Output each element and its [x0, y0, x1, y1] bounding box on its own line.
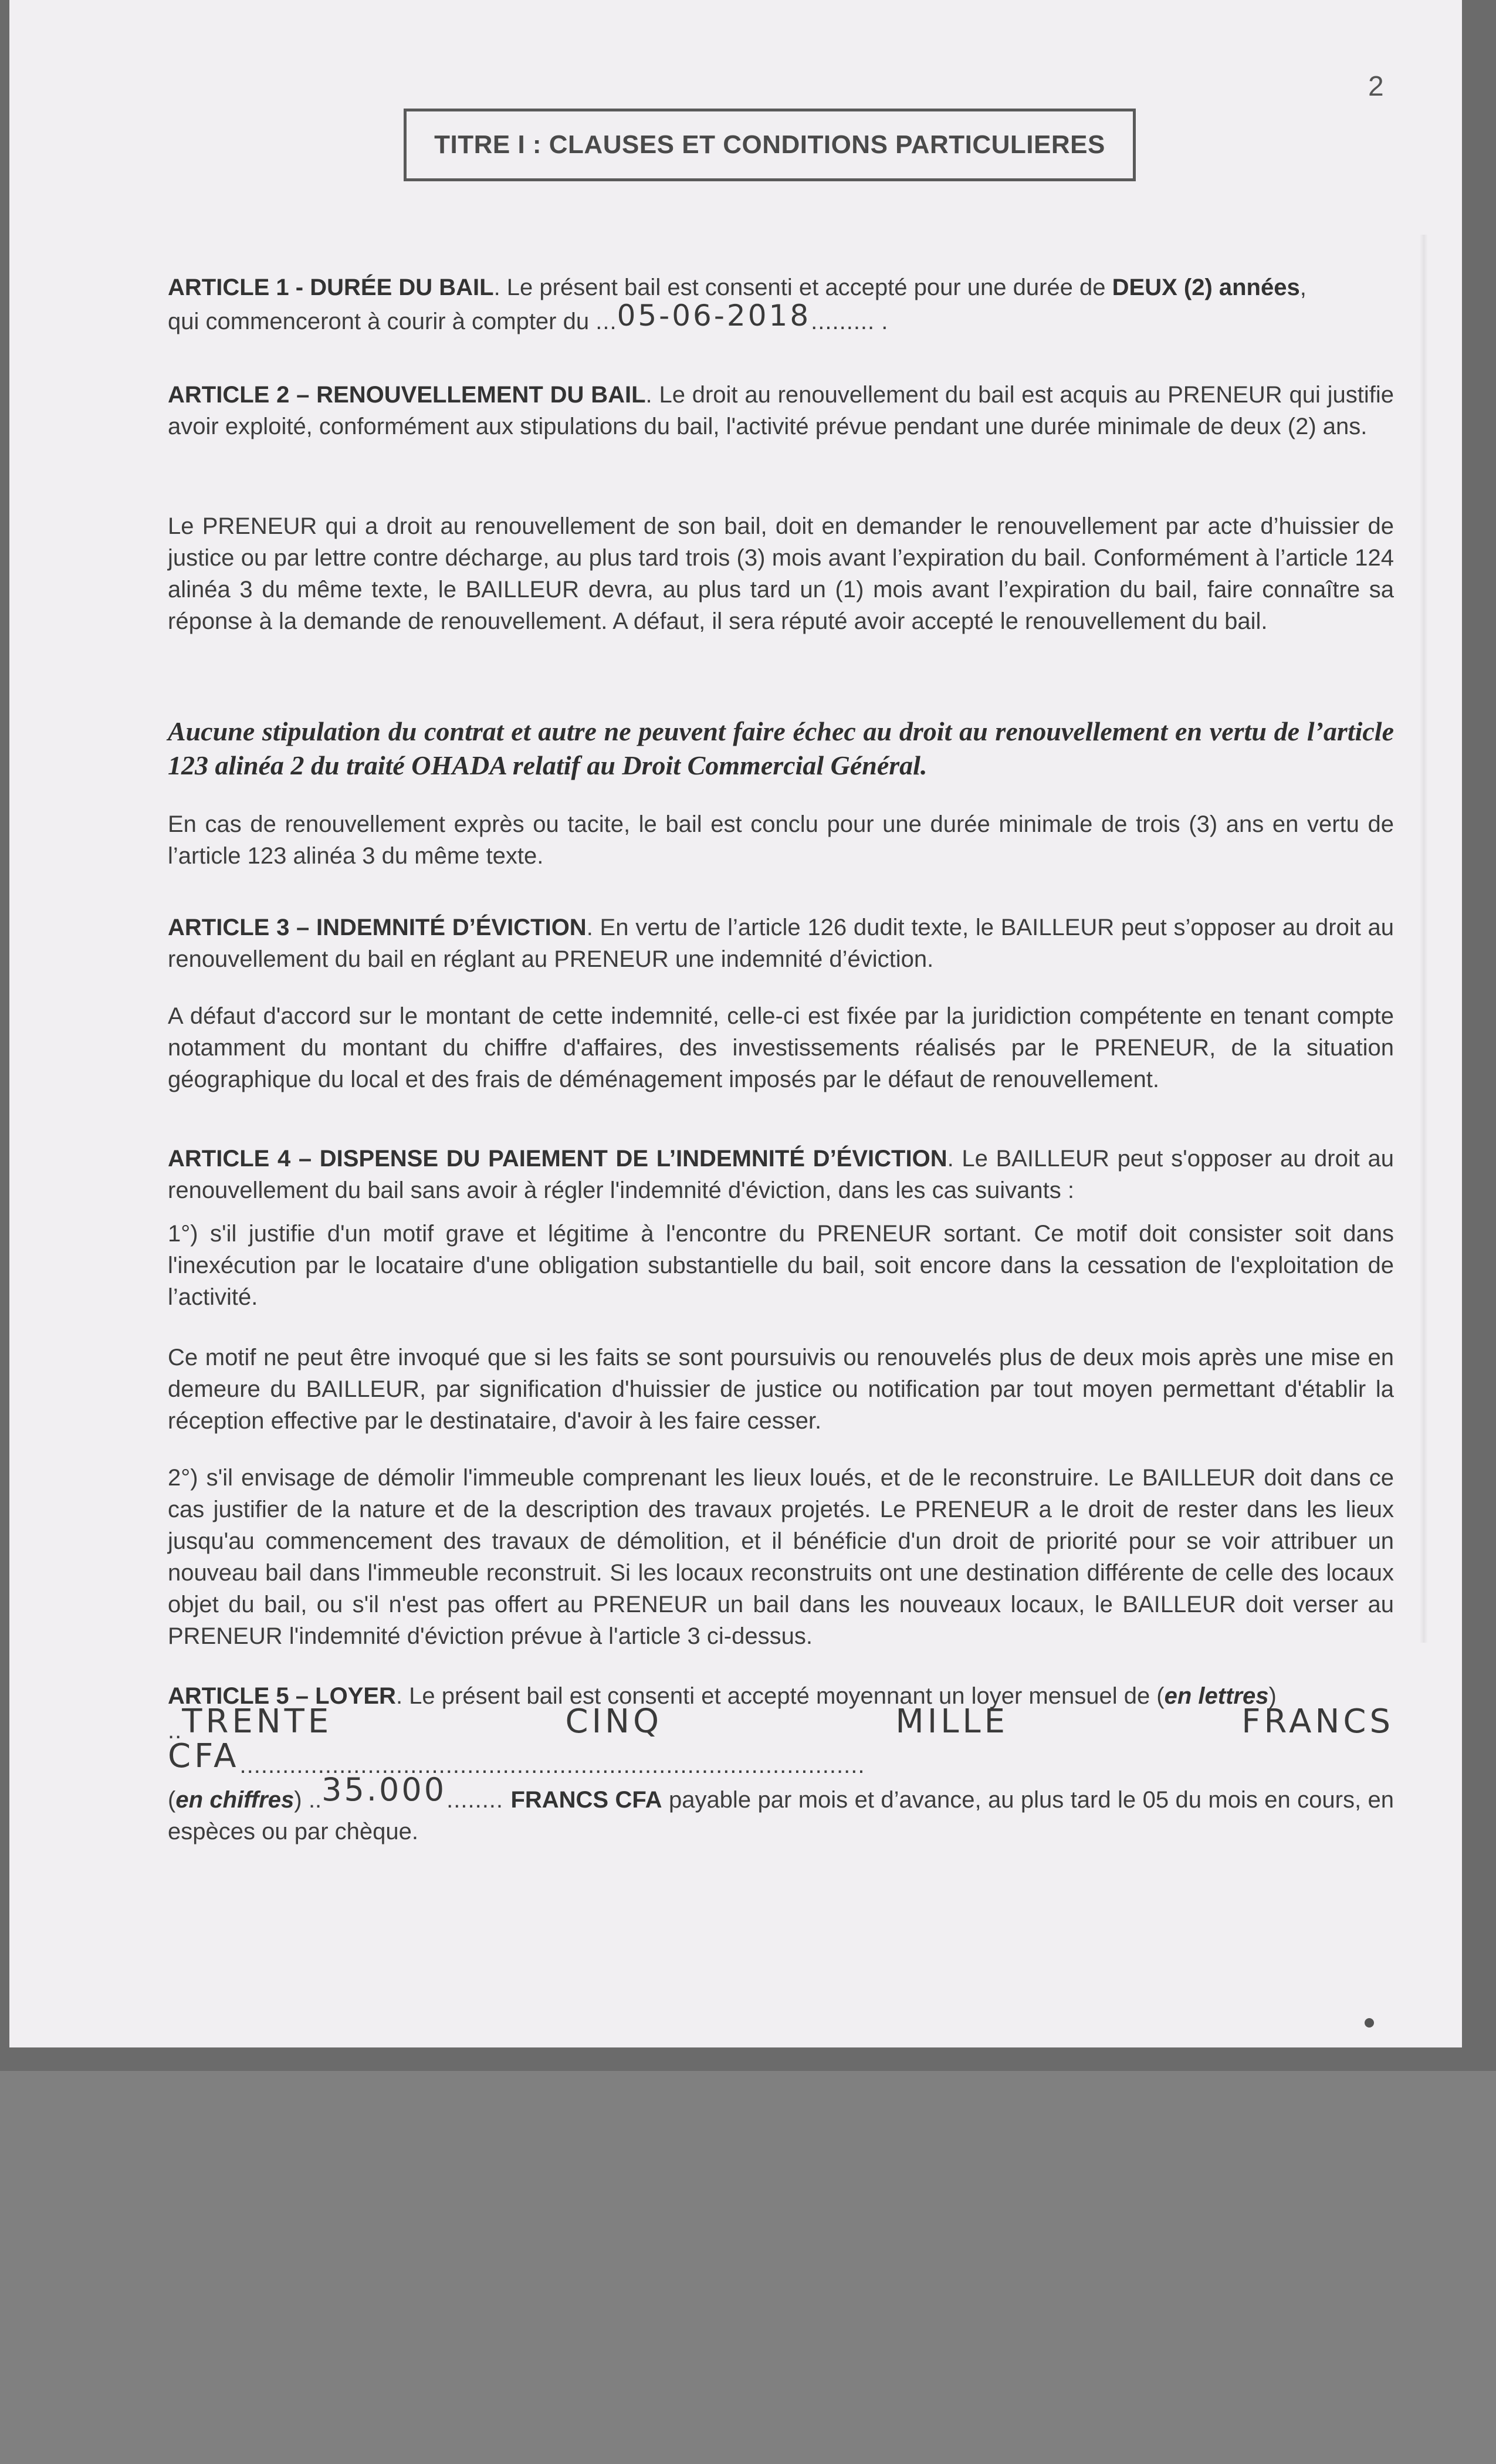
article-4-heading: ARTICLE 4 – DISPENSE DU PAIEMENT DE L’INDEMNITÉ D’ÉVICTION	[168, 1146, 947, 1172]
punctuation: )	[1268, 1683, 1277, 1709]
section-title-box	[404, 109, 1136, 181]
article-1-start-text: qui commenceront à courir à compter du	[168, 309, 596, 334]
article-2-paragraph-4: En cas de renouvellement exprès ou tacite, le bail est conclu pour une durée minimale de trois (3) ans en vertu de l’article 123 alinéa 3 du même texte.	[168, 811, 1394, 869]
article-1-heading: ARTICLE 1 - DURÉE DU BAIL	[168, 275, 494, 300]
dotted-fill: ........................................................................................	[239, 1752, 865, 1778]
rent-amount-figures-handwritten: 35.000	[321, 1771, 447, 1808]
article-4-case-1-note: Ce motif ne peut être invoqué que si les faits se sont poursuivis ou renouvelés plus de deux mois après une mise en demeure du BAILLEUR, par signification d'huissier de justice ou notification par tout moyen permettant d'établir la réception effective par le destinataire, d'avoir à les faire cesser.	[168, 1345, 1394, 1434]
article-3-paragraph-2: A défaut d'accord sur le montant de cette indemnité, celle-ci est fixée par la juridiction compétente en tenant compte notamment du montant du chiffre d'affaires, des investissements réalisés par le PRENEUR, de la situation géographique du local et des frais de déménagement imposés par le défaut de renouvellement.	[168, 1003, 1394, 1092]
article-4-intro: . Le BAILLEUR peut s'opposer au droit au renouvellement du bail sans avoir à régler l'indemnité d'éviction, dans les cas suivants :	[168, 1146, 1394, 1203]
article-5-heading: ARTICLE 5 – LOYER	[168, 1683, 396, 1709]
scan-speck	[1365, 2018, 1374, 2028]
article-5	[168, 1680, 1394, 1847]
dotted-fill: ..	[168, 1718, 182, 1744]
article-3-intro: . En vertu de l’article 126 dudit texte, le BAILLEUR peut s’opposer au droit au renouvellement du bail en réglant au PRENEUR une indemnité d’éviction.	[168, 915, 1394, 972]
dotted-fill: ) ..	[294, 1787, 322, 1813]
article-1-text: . Le présent bail est consenti et accepté pour une durée de	[493, 275, 1112, 300]
dotted-fill: ...	[595, 309, 617, 334]
rent-amount-letters-handwritten: TRENTE CINQ MILLE FRANCS CFA	[168, 1703, 1394, 1775]
page-number: 2	[1368, 71, 1384, 102]
article-2-heading: ARTICLE 2 – RENOUVELLEMENT DU BAIL	[168, 382, 646, 408]
punctuation: ,	[1299, 275, 1307, 300]
scan-shadow	[1420, 235, 1428, 1643]
article-2	[168, 379, 1394, 442]
in-figures-label: en chiffres	[175, 1787, 295, 1813]
document-page	[9, 0, 1462, 2047]
article-3	[168, 912, 1394, 975]
article-1: ARTICLE 1 - DURÉE DU BAIL. Le présent bail est consenti et accepté pour une durée de DEUX (2) années, qui commenceront à courir à compter du ...05-06-2018......... .	[168, 275, 1307, 334]
article-4	[168, 1143, 1394, 1206]
article-4-case-1: 1°) s'il justifie d'un motif grave et légitime à l'encontre du PRENEUR sortant. Ce motif doit consister soit dans l'inexécution par le locataire d'une obligation substantielle du bail, soit encore dans la cessation de l'exploitation de l’activité.	[168, 1221, 1394, 1310]
dotted-fill: .........	[811, 309, 875, 334]
article-2-intro: . Le droit au renouvellement du bail est acquis au PRENEUR qui justifie avoir exploité, conformément aux stipulations du bail, l'activité prévue pendant une durée minimale de deux (2) ans.	[168, 382, 1395, 439]
currency: FRANCS CFA	[510, 1787, 662, 1813]
article-2-emphasis: Aucune stipulation du contrat et autre ne peuvent faire échec au droit au renouvellement en vertu de l’article 123 alinéa 2 du traité OHADA relatif au Droit Commercial Général.	[168, 716, 1394, 780]
payment-terms: payable par mois et d’avance, au plus tard le 05 du mois en cours, en espèces ou par chèque.	[168, 1787, 1394, 1844]
article-4-case-2: 2°) s'il envisage de démolir l'immeuble comprenant les lieux loués, et de le reconstruire. Le BAILLEUR doit dans ce cas justifier de la nature et de la description des travaux projetés. Le PRENEUR a le droit de rester dans les lieux jusqu'au commencement des travaux de démolition, et il bénéficie d'un droit de priorité pour se voir attribuer un nouveau bail dans l'immeuble reconstruit. Si les locaux reconstruits ont une destination différente de celle des locaux objet du bail, ou s'il n'est pas offert au PRENEUR un bail dans les nouveaux locaux, le BAILLEUR doit verser au PRENEUR l'indemnité d'éviction prévue à l'article 3 ci-dessus.	[168, 1465, 1394, 1649]
article-5-intro: . Le présent bail est consenti et accepté moyennant un loyer mensuel de (	[395, 1683, 1165, 1709]
section-title: TITRE I : CLAUSES ET CONDITIONS PARTICULIERES	[434, 130, 1105, 159]
punctuation: (	[168, 1787, 176, 1813]
article-3-heading: ARTICLE 3 – INDEMNITÉ D’ÉVICTION	[168, 915, 587, 940]
in-letters-label: en lettres	[1164, 1683, 1269, 1709]
article-2-paragraph-2: Le PRENEUR qui a droit au renouvellement de son bail, doit en demander le renouvellement par acte d’huissier de justice ou par lettre contre décharge, au plus tard trois (3) mois avant l’expiration du bail. Conformément à l’article 124 alinéa 3 du même texte, le BAILLEUR devra, au plus tard un (1) mois avant l’expiration du bail, faire connaître sa réponse à la demande de renouvellement. A défaut, il sera réputé avoir accepté le renouvellement du bail.	[168, 513, 1394, 634]
dotted-fill: ........	[446, 1787, 511, 1813]
start-date-handwritten: 05-06-2018	[617, 299, 811, 333]
lease-duration: DEUX (2) années	[1112, 275, 1300, 300]
